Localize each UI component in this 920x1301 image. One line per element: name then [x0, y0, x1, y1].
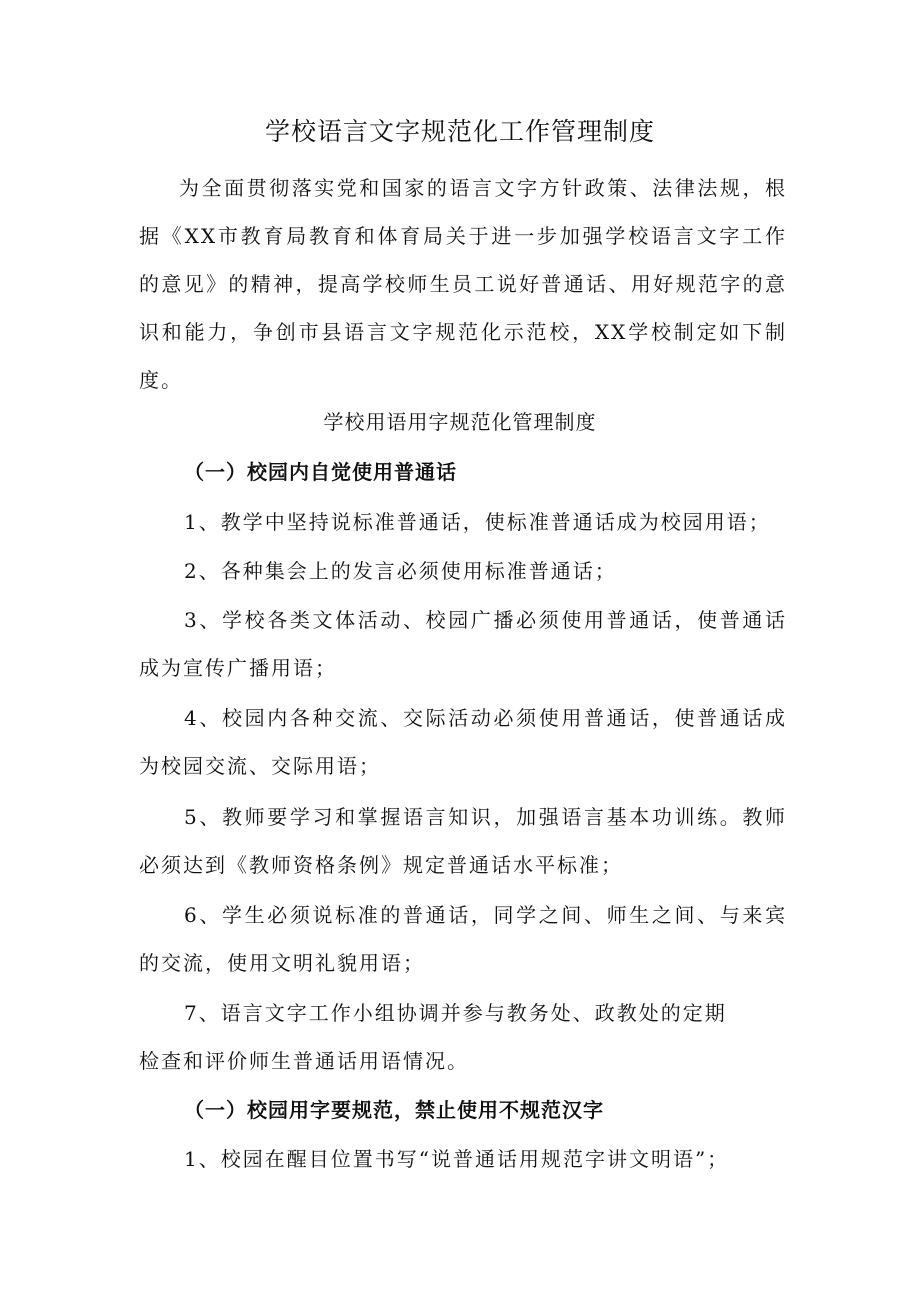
list-item: 1、校园在醒目位置书写“说普通话用规范字讲文明语”； [184, 1147, 730, 1171]
list-item: 4、校园内各种交流、交际活动必须使用普通话，使普通话成为校园交流、交际用语； [139, 706, 787, 778]
subsection-heading: （一）校园内自觉使用普通话 [184, 460, 457, 484]
list-item-continuation: 检查和评价师生普通话用语情况。 [139, 1049, 469, 1073]
list-item: 5、教师要学习和掌握语言知识，加强语言基本功训练。教师必须达到《教师资格条例》规定普通话水平标准； [139, 805, 787, 877]
subsection-heading: （一）校园用字要规范，禁止使用不规范汉字 [184, 1098, 604, 1122]
intro-paragraph: 为全面贯彻落实党和国家的语言文字方针政策、法律法规，根据《XX市教育局教育和体育局关于进一步加强学校语言文字工作的意见》的精神，提高学校师生员工说好普通话、用好规范字的意识和能力，争创市县语言文字规范化示范校，XX学校制定如下制度。 [139, 176, 787, 392]
section-title: 学校用语用字规范化管理制度 [323, 410, 597, 434]
list-item: 3、学校各类文体活动、校园广播必须使用普通话，使普通话成为宣传广播用语； [139, 608, 787, 680]
list-item [139, 989, 787, 1085]
list-item: 6、学生必须说标准的普通话，同学之间、师生之间、与来宾的交流，使用文明礼貌用语； [139, 903, 787, 975]
document-title: 学校语言文字规范化工作管理制度 [264, 117, 655, 146]
list-item-text: 7、语言文字工作小组协调并参与教务处、政教处的定期 [184, 1001, 727, 1025]
list-item: 1、教学中坚持说标准普通话，使标准普通话成为校园用语； [184, 510, 771, 534]
list-item: 2、各种集会上的发言必须使用标准普通话； [184, 559, 617, 583]
